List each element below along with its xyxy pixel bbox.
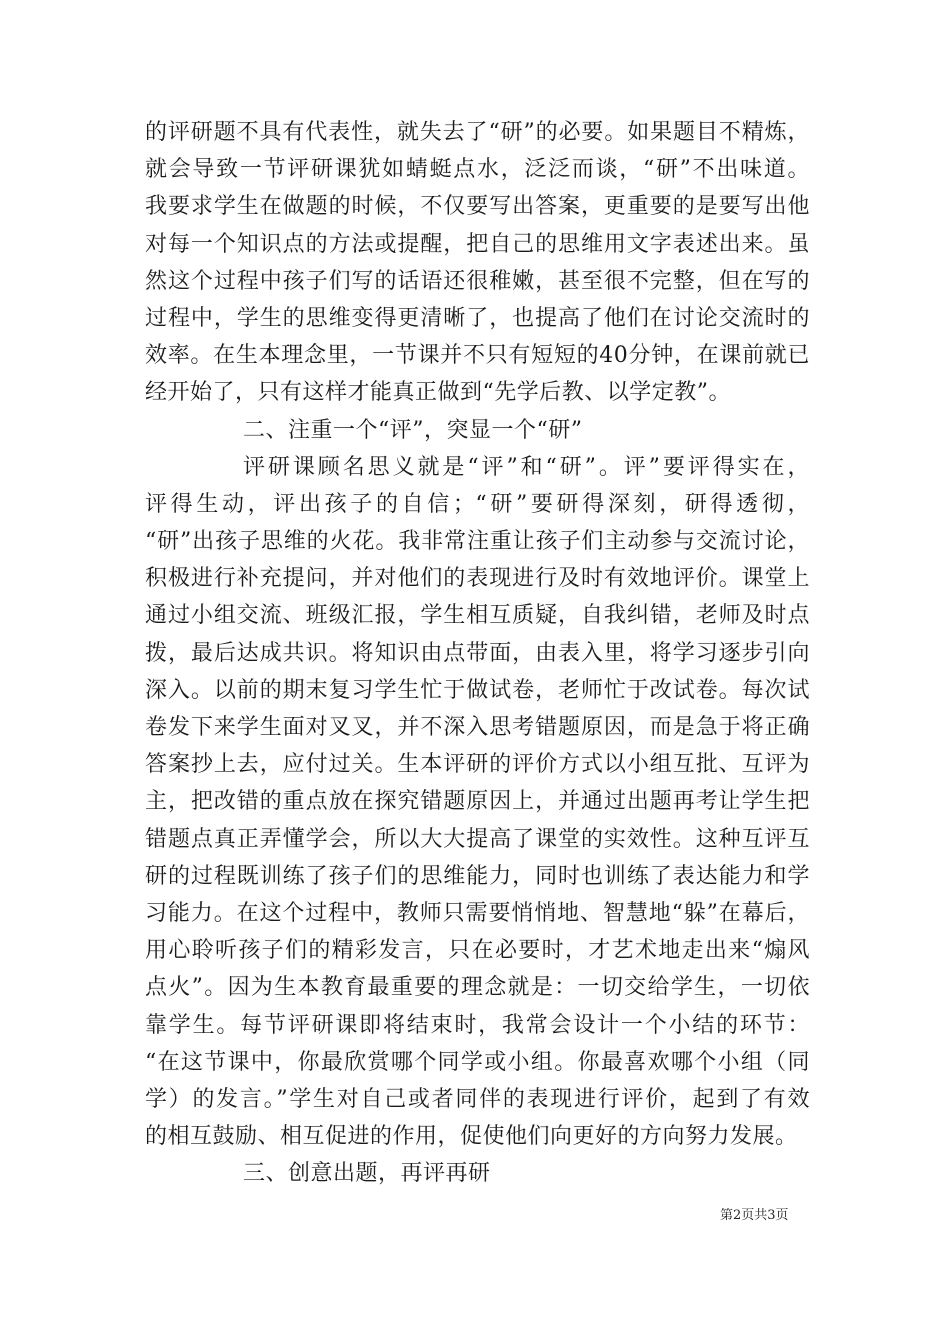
paragraph-line: 通过小组交流、班级汇报，学生相互质疑，自我纠错，老师及时点 <box>145 603 810 629</box>
paragraph-line: 错题点真正弄懂学会，所以大大提高了课堂的实效性。这种互评互 <box>145 826 810 852</box>
paragraph-line: “在这节课中，你最欣赏哪个同学或小组。你最喜欢哪个小组（同 <box>145 1049 810 1075</box>
paragraph-line: 习能力。在这个过程中，教师只需要悄悄地、智慧地“躲”在幕后， <box>145 900 810 926</box>
paragraph-line: 经开始了，只有这样才能真正做到“先学后教、以学定教”。 <box>145 380 731 406</box>
paragraph-line: 深入。以前的期末复习学生忙于做试卷，老师忙于改试卷。每次试 <box>145 677 810 703</box>
paragraph-line: 答案抄上去，应付过关。生本评研的评价方式以小组互批、互评为 <box>145 752 810 778</box>
paragraph-line: 评得生动，评出孩子的自信；“研”要研得深刻，研得透彻， <box>145 491 810 517</box>
paragraph-line: 过程中，学生的思维变得更清晰了，也提高了他们在讨论交流时的 <box>145 305 810 331</box>
paragraph-line: 就会导致一节评研课犹如蜻蜓点水，泛泛而谈，“研”不出味道。 <box>145 157 810 183</box>
paragraph-line: “研”出孩子思维的火花。我非常注重让孩子们主动参与交流讨论， <box>145 529 810 555</box>
paragraph-line: 然这个过程中孩子们写的话语还很稚嫩，甚至很不完整，但在写的 <box>145 268 810 294</box>
paragraph-line: 拨，最后达成共识。将知识由点带面，由表入里，将学习逐步引向 <box>145 640 810 666</box>
paragraph-line: 靠学生。每节评研课即将结束时，我常会设计一个小结的环节： <box>145 1012 810 1038</box>
paragraph-line: 卷发下来学生面对叉叉，并不深入思考错题原因，而是急于将正确 <box>145 715 810 740</box>
page-number-footer: 第2页共3页 <box>720 1208 789 1223</box>
paragraph-line: 点火”。因为生本教育最重要的理念就是：一切交给学生，一切依 <box>145 975 810 1001</box>
paragraph-line: 效率。在生本理念里，一节课并不只有短短的40分钟，在课前就已 <box>145 343 810 369</box>
paragraph-line: 研的过程既训练了孩子们的思维能力，同时也训练了表达能力和学 <box>145 863 810 889</box>
section-heading-3: 三、创意出题，再评再研 <box>243 1161 491 1187</box>
paragraph-line: 积极进行补充提问，并对他们的表现进行及时有效地评价。课堂上 <box>145 566 810 592</box>
document-body <box>145 114 810 1192</box>
paragraph-line: 主，把改错的重点放在探究错题原因上，并通过出题再考让学生把 <box>145 789 810 815</box>
paragraph-line: 用心聆听孩子们的精彩发言，只在必要时，才艺术地走出来“煽风 <box>145 938 810 964</box>
paragraph-first-line: 评研课顾名思义就是“评”和“研”。评”要评得实在， <box>243 454 810 480</box>
paragraph-line: 我要求学生在做题的时候，不仅要写出答案，更重要的是要写出他 <box>145 194 810 220</box>
section-heading-2: 二、注重一个“评”，突显一个“研” <box>243 417 583 443</box>
paragraph-line: 的评研题不具有代表性，就失去了“研”的必要。如果题目不精炼， <box>145 120 810 145</box>
paragraph-line: 的相互鼓励、相互促进的作用，促使他们向更好的方向努力发展。 <box>145 1124 798 1150</box>
paragraph-line: 学）的发言。”学生对自己或者同伴的表现进行评价，起到了有效 <box>145 1086 810 1112</box>
paragraph-line: 对每一个知识点的方法或提醒，把自己的思维用文字表述出来。虽 <box>145 231 810 257</box>
